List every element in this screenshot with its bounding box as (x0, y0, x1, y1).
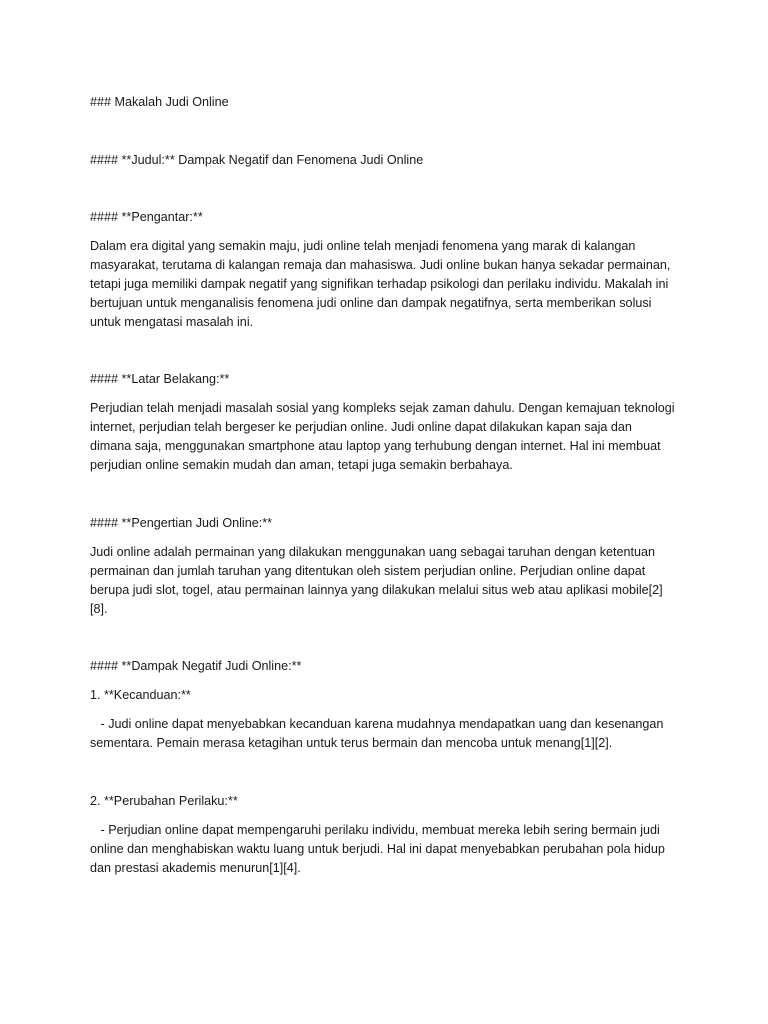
paragraph-line: Dalam era digital yang semakin maju, judi online telah menjadi fenomena yang marak di kalangan (90, 239, 636, 253)
paragraph-line: Judi online adalah permainan yang dilakukan menggunakan uang sebagai taruhan dengan ketentuan (90, 545, 656, 559)
paragraph-line: online dan menghabiskan waktu luang untuk berjudi. Hal ini dapat menyebabkan perubahan pola hidup (90, 842, 665, 856)
paragraph-line: untuk mengatasi masalah ini. (90, 315, 254, 329)
paragraph-line: tetapi juga memiliki dampak negatif yang signifikan terhadap psikologi dan perilaku individu. Makalah ini (90, 277, 669, 291)
paragraph-pengertian (90, 543, 680, 619)
list-item-title-perubahan-perilaku: 2. **Perubahan Perilaku:** (90, 794, 238, 808)
document-subtitle: #### **Judul:** Dampak Negatif dan Fenomena Judi Online (90, 153, 424, 167)
paragraph-line: permainan dan jumlah taruhan yang ditentukan oleh sistem perjudian online. Perjudian online dapat (90, 564, 646, 578)
section-heading-dampak: #### **Dampak Negatif Judi Online:** (90, 659, 302, 673)
paragraph-line: sementara. Pemain merasa ketagihan untuk terus bermain dan mencoba untuk menang[1][2]. (90, 736, 613, 750)
paragraph-line: bertujuan untuk menganalisis fenomena judi online dan dampak negatifnya, serta memberikan solusi (90, 296, 652, 310)
paragraph-line: dan prestasi akademis menurun[1][4]. (90, 861, 301, 875)
paragraph-latar-belakang (90, 399, 680, 475)
paragraph-line: - Judi online dapat menyebabkan kecanduan karena mudahnya mendapatkan uang dan kesenangan (90, 717, 664, 731)
paragraph-line: Perjudian telah menjadi masalah sosial yang kompleks sejak zaman dahulu. Dengan kemajuan teknologi (90, 401, 675, 415)
paragraph-line: berupa judi slot, togel, atau permainan lainnya yang dilakukan melalui situs web atau aplikasi mobile[2] (90, 583, 663, 597)
document-title: ### Makalah Judi Online (90, 95, 229, 109)
paragraph-line: perjudian online semakin mudah dan aman, tetapi juga semakin berbahaya. (90, 458, 513, 472)
paragraph-line: dimana saja, menggunakan smartphone atau laptop yang terhubung dengan internet. Hal ini membuat (90, 439, 661, 453)
paragraph-pengantar (90, 237, 680, 332)
list-item-title-kecanduan: 1. **Kecanduan:** (90, 688, 191, 702)
paragraph-line: masyarakat, terutama di kalangan remaja dan mahasiswa. Judi online bukan hanya sekadar permainan, (90, 258, 671, 272)
section-heading-pengantar: #### **Pengantar:** (90, 210, 203, 224)
list-item-body-kecanduan (90, 715, 680, 753)
paragraph-line: [8]. (90, 602, 108, 616)
section-heading-pengertian: #### **Pengertian Judi Online:** (90, 516, 273, 530)
paragraph-line: internet, perjudian telah bergeser ke perjudian online. Judi online dapat dilakukan kapan saja dan (90, 420, 632, 434)
paragraph-line: - Perjudian online dapat mempengaruhi perilaku individu, membuat mereka lebih sering bermain judi (90, 823, 660, 837)
list-item-body-perubahan-perilaku (90, 821, 680, 878)
section-heading-latar-belakang: #### **Latar Belakang:** (90, 372, 230, 386)
